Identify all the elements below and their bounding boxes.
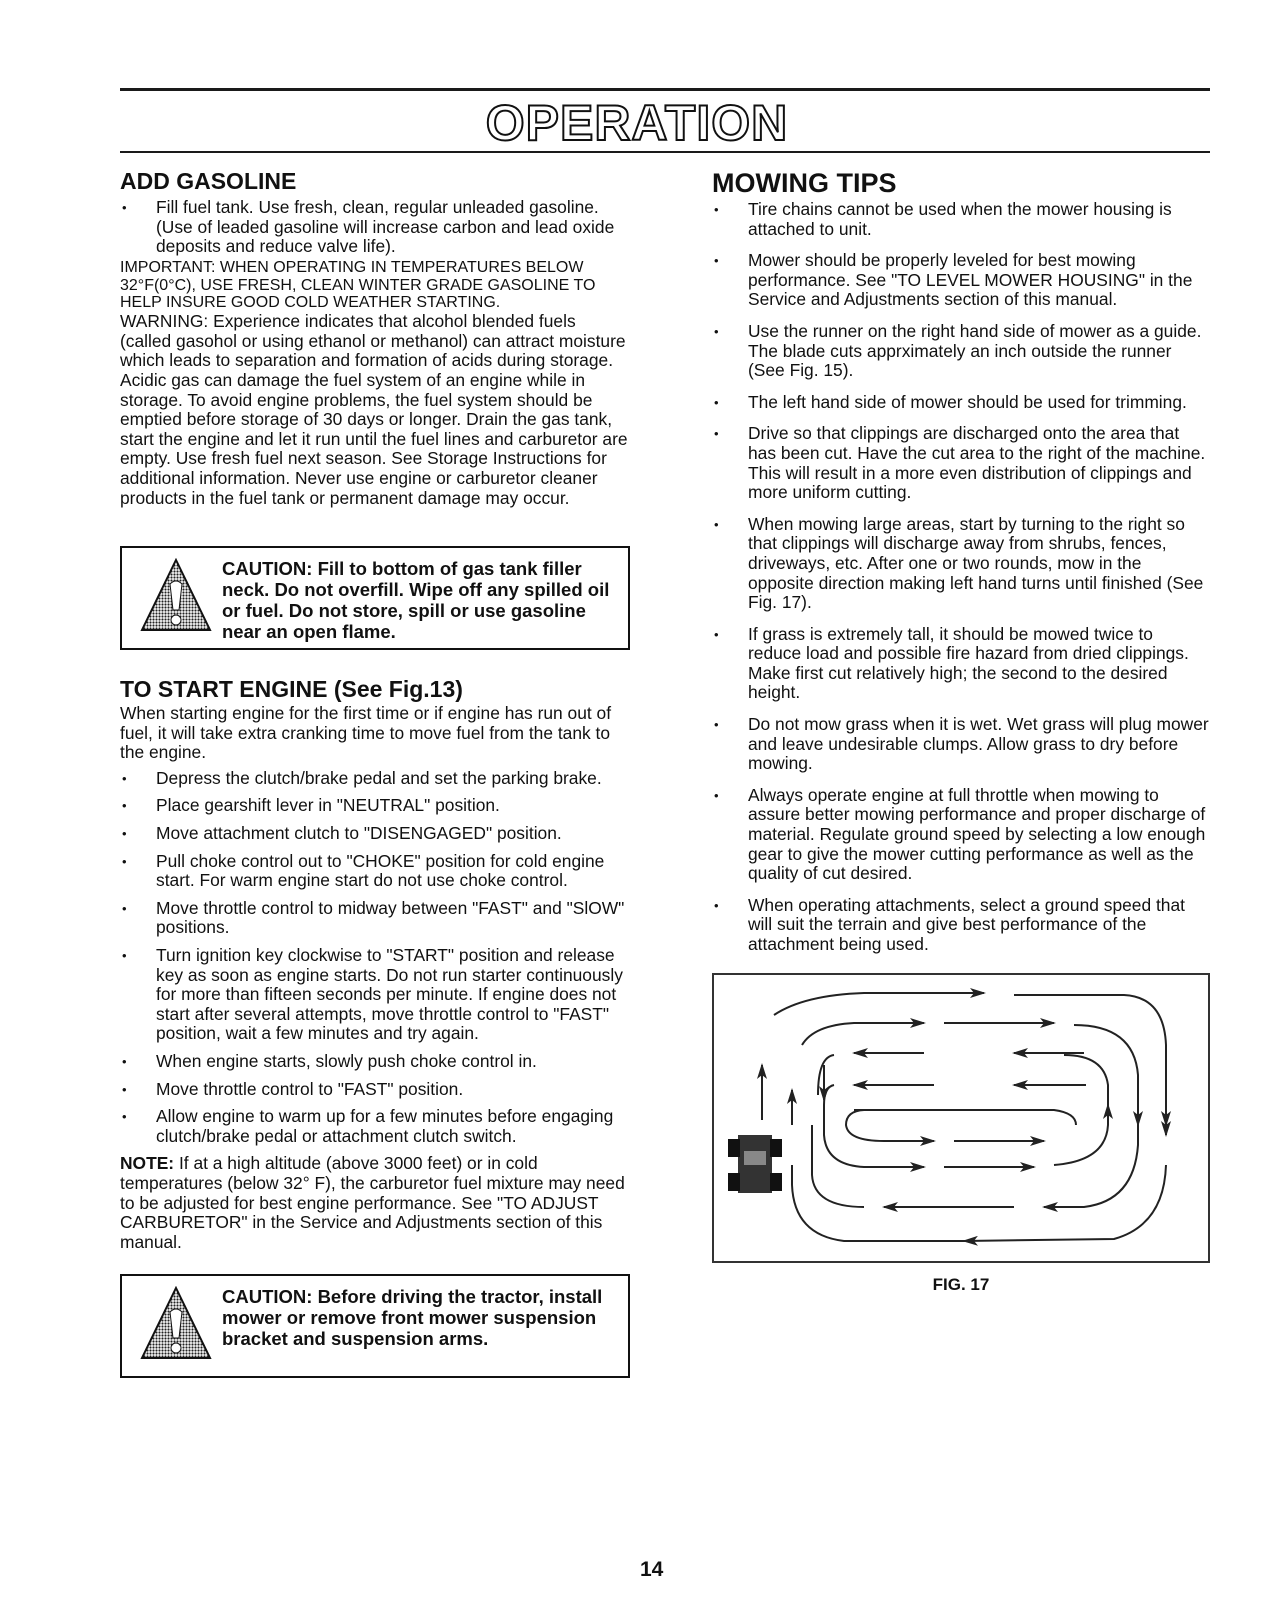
- mowing-tip: • When mowing large areas, start by turning to the right so that clippings will discharge away from shrubs, fences, driveways, etc. After one or two rounds, mow in the opposite direction making left hand turns until finished (See Fig. 17).: [712, 515, 1210, 613]
- start-engine-intro: When starting engine for the first time or if engine has run out of fuel, it will take extra cranking time to move fuel from the tank to the engine.: [120, 703, 612, 763]
- mowing-tip: • Tire chains cannot be used when the mower housing is attached to unit.: [712, 200, 1210, 239]
- important-label: IMPORTANT:: [120, 258, 216, 276]
- warning-paragraph: [120, 312, 630, 508]
- figure-caption: FIG. 17: [932, 1274, 990, 1294]
- start-step: • Allow engine to warm up for a few minutes before engaging clutch/brake pedal or attachment clutch switch.: [120, 1107, 630, 1146]
- caution-box-driving: [120, 1274, 630, 1378]
- mowing-tips-heading: MOWING TIPS: [712, 168, 897, 198]
- caution-text-driving: CAUTION: Before driving the tractor, install mower or remove front mower suspension bracket and suspension arms.: [222, 1286, 603, 1350]
- mowing-tip: • When operating attachments, select a ground speed that will suit the terrain and give best performance of the attachment being used.: [712, 896, 1210, 955]
- top-rule: [120, 88, 1210, 91]
- start-step: • Move throttle control to midway between "FAST" and "SlOW" positions.: [120, 899, 630, 938]
- start-step: • Move throttle control to "FAST" position.: [120, 1080, 630, 1100]
- add-gasoline-bullet: • Fill fuel tank. Use fresh, clean, regular unleaded gasoline. (Use of leaded gasoline will increase carbon and lead oxide deposits and reduce valve life).: [120, 198, 630, 257]
- mowing-tip: • Use the runner on the right hand side of mower as a guide. The blade cuts apprximately an inch outside the runner (See Fig. 15).: [712, 322, 1210, 381]
- caution-text-fuel: CAUTION: Fill to bottom of gas tank filler neck. Do not overfill. Wipe off any spilled oil or fuel. Do not store, spill or use gasoline near an open flame.: [222, 558, 610, 643]
- add-gasoline-list: [120, 198, 630, 257]
- note-text: If at a high altitude (above 3000 feet) or in cold temperatures (below 32° F), the carburetor fuel mixture may need to be adjusted for best engine performance. See "TO ADJUST CARBURETOR" in the Service and Adjustments section of this manual.: [120, 1153, 625, 1252]
- important-paragraph: [120, 259, 630, 312]
- mowing-tip: • Mower should be properly leveled for best mowing performance. See "TO LEVEL MOWER HOUSING" in the Service and Adjustments section of this manual.: [712, 251, 1210, 310]
- left-column: [120, 168, 630, 1378]
- start-engine-heading: TO START ENGINE (See Fig.13): [120, 676, 463, 703]
- start-step: • Depress the clutch/brake pedal and set the parking brake.: [120, 769, 630, 789]
- start-step: • Turn ignition key clockwise to "START" position and release key as soon as engine starts. Do not run starter continuously for more than fifteen seconds per minute. If engine does not start after several attempts, move throttle control to "FAST" position, wait a few minutes and try again.: [120, 946, 630, 1044]
- page-number: 14: [640, 1558, 664, 1581]
- warning-triangle-icon: [140, 558, 212, 638]
- caution-box-fuel: [120, 546, 630, 650]
- start-step: • Place gearshift lever in "NEUTRAL" position.: [120, 796, 630, 816]
- note-label: NOTE:: [120, 1153, 175, 1174]
- mowing-pattern-figure: [712, 973, 1210, 1263]
- important-text: WHEN OPERATING IN TEMPERATURES BELOW 32°F(0°C), USE FRESH, CLEAN WINTER GRADE GASOLINE TO HELP INSURE GOOD COLD WEATHER STARTING.: [120, 258, 596, 312]
- right-column: [712, 168, 1210, 1294]
- note-paragraph: [120, 1154, 630, 1252]
- warning-text: Experience indicates that alcohol blended fuels (called gasohol or using ethanol or methanol) can attract moisture which leads to separation and formation of acids during storage. Acidic gas can damage the fuel system of an engine while in storage. To avoid engine problems, the fuel system should be emptied before storage of 30 days or longer. Drain the gas tank, start the engine and let it run until the fuel lines and carburetor are empty. Use fresh fuel next season. See Storage Instructions for additional information. Never use engine or carburetor cleaner products in the fuel tank or permanent damage may occur.: [120, 311, 628, 508]
- mowing-tip: • Do not mow grass when it is wet. Wet grass will plug mower and leave undesirable clumps. Allow grass to dry before mowing.: [712, 715, 1210, 774]
- mowing-tip: • Always operate engine at full throttle when mowing to assure better mowing performance and proper discharge of material. Regulate ground speed by selecting a low enough gear to give the mower cutting performance as well as the quality of cut desired.: [712, 786, 1210, 884]
- start-engine-steps: [120, 769, 630, 1147]
- warning-triangle-icon: [140, 1286, 212, 1366]
- mowing-pattern-diagram: [714, 975, 1208, 1261]
- mowing-tip: • If grass is extremely tall, it should be mowed twice to reduce load and possible fire hazard from dried clippings. Make first cut relatively high; the second to the desired height.: [712, 625, 1210, 703]
- warning-label: WARNING:: [120, 311, 209, 332]
- title-bottom-rule: [120, 151, 1210, 153]
- add-gasoline-heading: ADD GASOLINE: [120, 168, 297, 194]
- tractor-icon: [728, 1135, 782, 1193]
- mowing-tips-list: [712, 200, 1210, 955]
- mowing-tip: • The left hand side of mower should be used for trimming.: [712, 393, 1210, 413]
- page-title: OPERATION: [485, 95, 789, 151]
- mowing-tip: • Drive so that clippings are discharged onto the area that has been cut. Have the cut area to the right of the machine. This will result in a more even distribution of clippings and more uniform cutting.: [712, 424, 1210, 502]
- start-step: • Pull choke control out to "CHOKE" position for cold engine start. For warm engine start do not use choke control.: [120, 852, 630, 891]
- start-step: • When engine starts, slowly push choke control in.: [120, 1052, 630, 1072]
- start-step: • Move attachment clutch to "DISENGAGED" position.: [120, 824, 630, 844]
